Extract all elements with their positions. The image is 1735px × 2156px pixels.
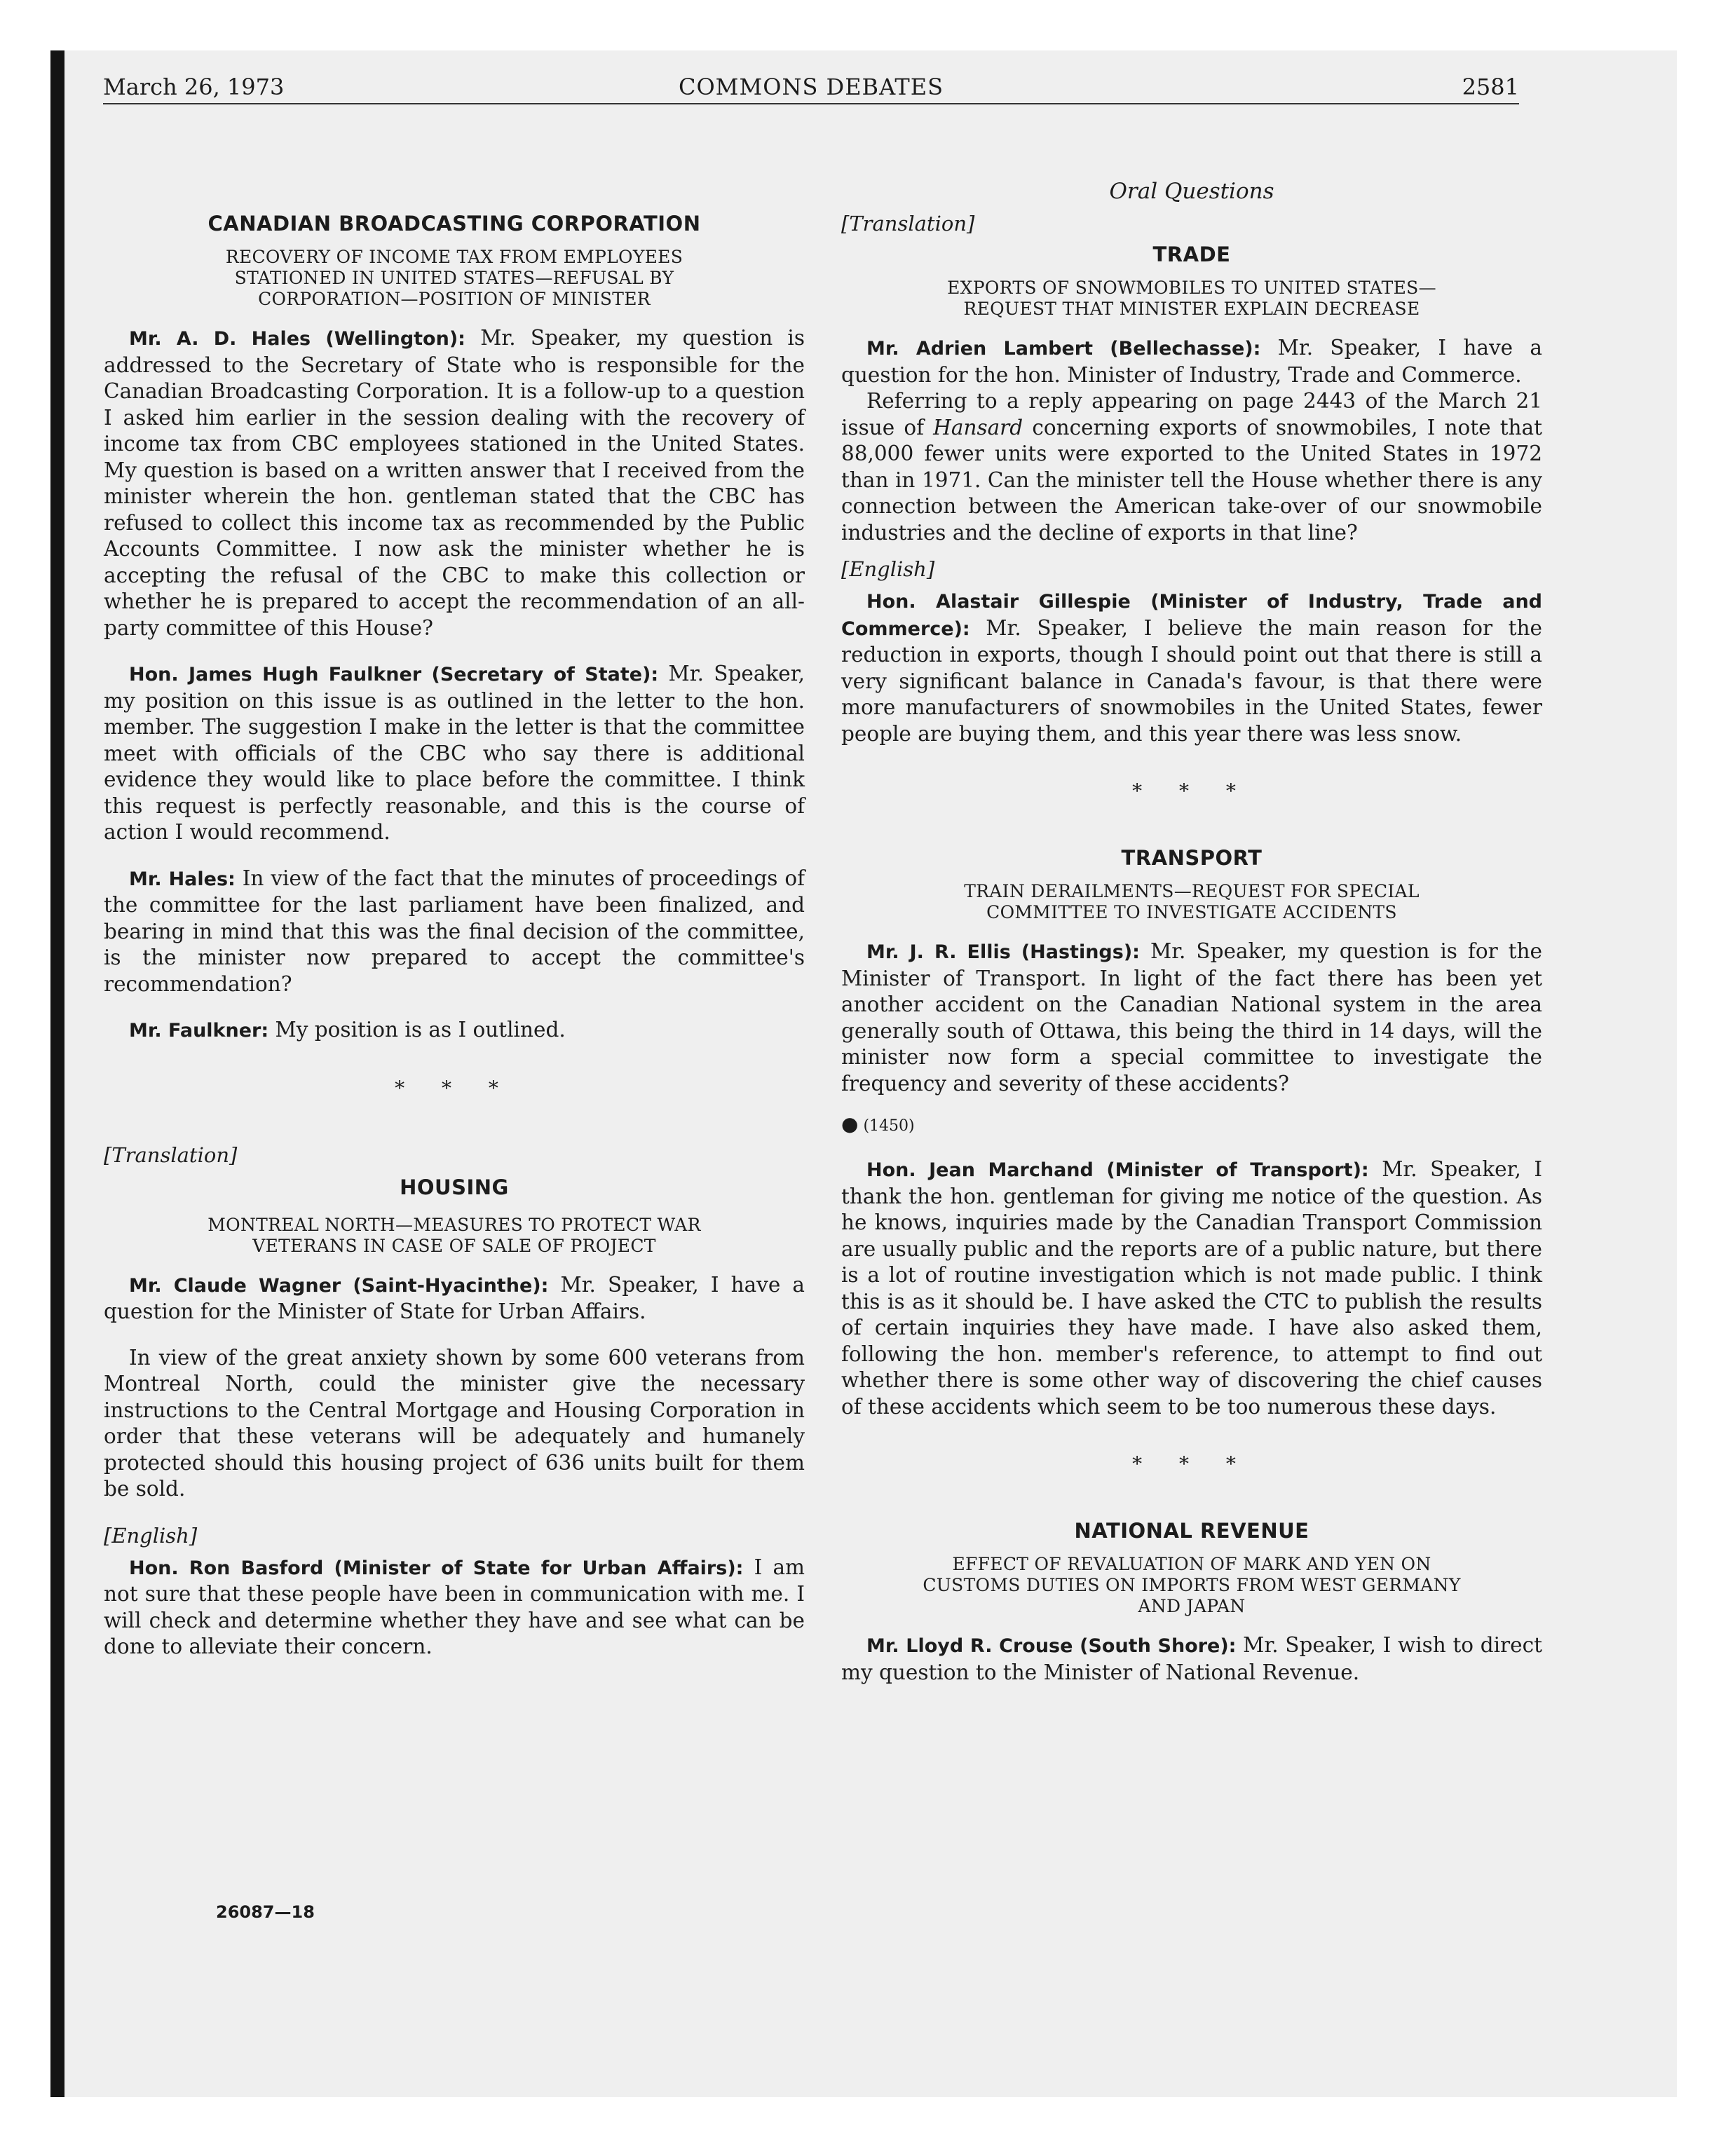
section-separator: * * * bbox=[1132, 779, 1251, 803]
section-separator: * * * bbox=[1132, 1452, 1251, 1475]
subheading-line: RECOVERY OF INCOME TAX FROM EMPLOYEES bbox=[225, 247, 683, 267]
speech-paragraph bbox=[841, 388, 1542, 546]
speech-text: Mr. Speaker, my question is for the Minister of Transport. In light of the fact there has been yet another accident on the Canadian National system in the area generally south of Ottawa, this being the third in 14 days, will the minister now form a special committee to investigate the frequency and severity of these accidents? bbox=[841, 939, 1542, 1096]
speaker-name: Mr. Adrien Lambert (Bellechasse): bbox=[866, 338, 1261, 360]
subheading bbox=[841, 278, 1542, 320]
speech-paragraph bbox=[104, 866, 805, 998]
speaker-name: Hon. Alastair Gillespie (Minister of Industry, Trade and Commerce): bbox=[841, 591, 1542, 640]
speech-text: In view of the fact that the minutes of proceedings of the committee for the last parliament have been finalized, and bearing in mind that this was the final decision of the committee, is the minister now prepared to accept the committee's recommendation? bbox=[104, 866, 805, 996]
speaker-name: Hon. James Hugh Faulkner (Secretary of State): bbox=[129, 664, 659, 685]
speech-text: Mr. Speaker, my position on this issue is as outlined in the letter to the hon. member. The suggestion I make in the letter is that the committee meet with officials of the CBC who say there is additional evidence they would like to place before the committee. I think this request is perfectly reasonable, and this is the course of action I would recommend. bbox=[104, 662, 805, 844]
subheading bbox=[104, 247, 805, 310]
subheading-line: REQUEST THAT MINISTER EXPLAIN DECREASE bbox=[963, 299, 1420, 319]
speech-text: Mr. Speaker, I thank the hon. gentleman for giving me notice of the question. As he knows, inquiries made by the Canadian Transport Commission are usually public and the reports are of a public nature, but there is a lot of routine investigation which is not made public. I think this is as it should be. I have asked the CTC to publish the results of certain inquiries they have made. I have also asked them, following the hon. member's reference, to attempt to find out whether there is some other way of discovering the chief causes of these accidents which seem to be too numerous these days. bbox=[841, 1157, 1542, 1419]
right-column bbox=[841, 156, 1542, 1686]
speech-paragraph bbox=[841, 1157, 1542, 1420]
speech-paragraph bbox=[841, 588, 1542, 747]
subheading bbox=[841, 881, 1542, 923]
subheading-line: CUSTOMS DUTIES ON IMPORTS FROM WEST GERMANY bbox=[923, 1575, 1461, 1595]
speech-paragraph bbox=[104, 1555, 805, 1660]
subheading bbox=[841, 1554, 1542, 1617]
subheading-line: MONTREAL NORTH—MEASURES TO PROTECT WAR bbox=[207, 1214, 701, 1235]
subheading-line: EFFECT OF REVALUATION OF MARK AND YEN ON bbox=[952, 1554, 1431, 1574]
language-label: [English] bbox=[841, 557, 935, 581]
subheading-line: TRAIN DERAILMENTS—REQUEST FOR SPECIAL bbox=[964, 881, 1420, 901]
speech-text: Mr. Speaker, my question is addressed to the Secretary of State who is responsible for the Canadian Broadcasting Corporation. It is a follow-up to a question I asked him earlier in the session dealing with the recovery of income tax from CBC employees stationed in the United States. My question is based on a written answer that I received from the minister wherein the hon. gentleman stated that the CBC has refused to collect this income tax as recommended by the Public Accounts Committee. I now ask the minister whether he is accepting the refusal of the CBC to make this collection or whether he is prepared to accept the recommendation of an all-party committee of this House? bbox=[104, 326, 805, 640]
speech-paragraph bbox=[104, 1017, 805, 1044]
speech-text: Referring to a reply appearing on page 2443 of the March 21 issue of bbox=[841, 389, 1542, 439]
time-stamp bbox=[841, 1112, 1542, 1138]
speech-text: My position is as I outlined. bbox=[268, 1018, 566, 1042]
language-label: [English] bbox=[104, 1523, 198, 1548]
speech-paragraph bbox=[841, 1632, 1542, 1686]
left-column bbox=[104, 156, 805, 1660]
section-separator: * * * bbox=[395, 1076, 514, 1100]
speech-text: Mr. Speaker, I wish to direct my question to the Minister of National Revenue. bbox=[841, 1633, 1542, 1684]
page-header bbox=[103, 74, 1519, 104]
language-label: [Translation] bbox=[841, 212, 975, 236]
speaker-name: Hon. Ron Basford (Minister of State for Urban Affairs): bbox=[129, 1557, 744, 1579]
subheading-line: EXPORTS OF SNOWMOBILES TO UNITED STATES— bbox=[947, 278, 1436, 298]
topic-heading: HOUSING bbox=[400, 1175, 509, 1199]
speech-paragraph: In view of the great anxiety shown by some 600 veterans from Montreal North, could the minister give the necessary instructions to the Central Mortgage and Housing Corporation in order that these veterans will be adequately and humanely protected should this housing project of 636 units built for them be sold. bbox=[104, 1345, 805, 1501]
speaker-name: Mr. J. R. Ellis (Hastings): bbox=[866, 941, 1140, 963]
speech-text: Mr. Speaker, I have a question for the hon. Minister of Industry, Trade and Commerce. bbox=[841, 336, 1542, 387]
subheading bbox=[104, 1215, 805, 1257]
speaker-name: Mr. Faulkner: bbox=[129, 1020, 269, 1042]
speaker-name: Mr. Lloyd R. Crouse (South Shore): bbox=[866, 1635, 1237, 1657]
speaker-name: Hon. Jean Marchand (Minister of Transport): bbox=[866, 1159, 1369, 1181]
bullet-icon: ● bbox=[841, 1112, 859, 1135]
publication-title: Hansard bbox=[933, 415, 1023, 439]
header-title: COMMONS DEBATES bbox=[678, 74, 944, 100]
topic-heading: CANADIAN BROADCASTING CORPORATION bbox=[207, 212, 701, 236]
language-label: [Translation] bbox=[104, 1142, 238, 1167]
speech-paragraph bbox=[104, 661, 805, 846]
subheading-line: VETERANS IN CASE OF SALE OF PROJECT bbox=[252, 1235, 656, 1256]
topic-heading: TRANSPORT bbox=[1121, 846, 1263, 870]
speaker-name: Mr. Claude Wagner (Saint-Hyacinthe): bbox=[129, 1274, 549, 1297]
speech-text: Mr. Speaker, I have a question for the Minister of State for Urban Affairs. bbox=[104, 1272, 805, 1323]
speech-paragraph bbox=[104, 325, 805, 641]
speaker-name: Mr. Hales: bbox=[129, 868, 236, 890]
speech-text: Mr. Speaker, I believe the main reason for the reduction in exports, though I should point out that there is still a very significant balance in Canada's favour, is that there were more manufacturers of snowmobiles in the United States, fewer people are buying them, and this year there was less snow. bbox=[841, 615, 1542, 746]
speech-paragraph bbox=[841, 335, 1542, 388]
speech-text: concerning exports of snowmobiles, I note that 88,000 fewer units were exported to the United States in 1972 than in 1971. Can the minister tell the House whether there is any connection between the American take-over of our snowmobile industries and the decline of exports in that line? bbox=[841, 415, 1542, 545]
speech-paragraph bbox=[104, 1272, 805, 1325]
page-code: 26087—18 bbox=[216, 1902, 315, 1922]
subheading-line: COMMITTEE TO INVESTIGATE ACCIDENTS bbox=[986, 902, 1397, 922]
header-date: March 26, 1973 bbox=[103, 74, 285, 100]
speech-paragraph bbox=[841, 939, 1542, 1097]
subheading-line: CORPORATION—POSITION OF MINISTER bbox=[258, 289, 651, 309]
subheading-line: STATIONED IN UNITED STATES—REFUSAL BY bbox=[234, 268, 674, 288]
header-page-number: 2581 bbox=[1462, 74, 1519, 100]
time-stamp-text: (1450) bbox=[863, 1117, 915, 1135]
speaker-name: Mr. A. D. Hales (Wellington): bbox=[129, 328, 465, 350]
running-head: Oral Questions bbox=[1109, 179, 1274, 204]
topic-heading: NATIONAL REVENUE bbox=[1074, 1519, 1309, 1543]
subheading-line: AND JAPAN bbox=[1138, 1596, 1246, 1616]
speech-text: I am not sure that these people have been in communication with me. I will check and determine whether they have and see what can be done to alleviate their concern. bbox=[104, 1555, 805, 1658]
scan-edge bbox=[50, 50, 64, 2097]
topic-heading: TRADE bbox=[1152, 243, 1231, 266]
